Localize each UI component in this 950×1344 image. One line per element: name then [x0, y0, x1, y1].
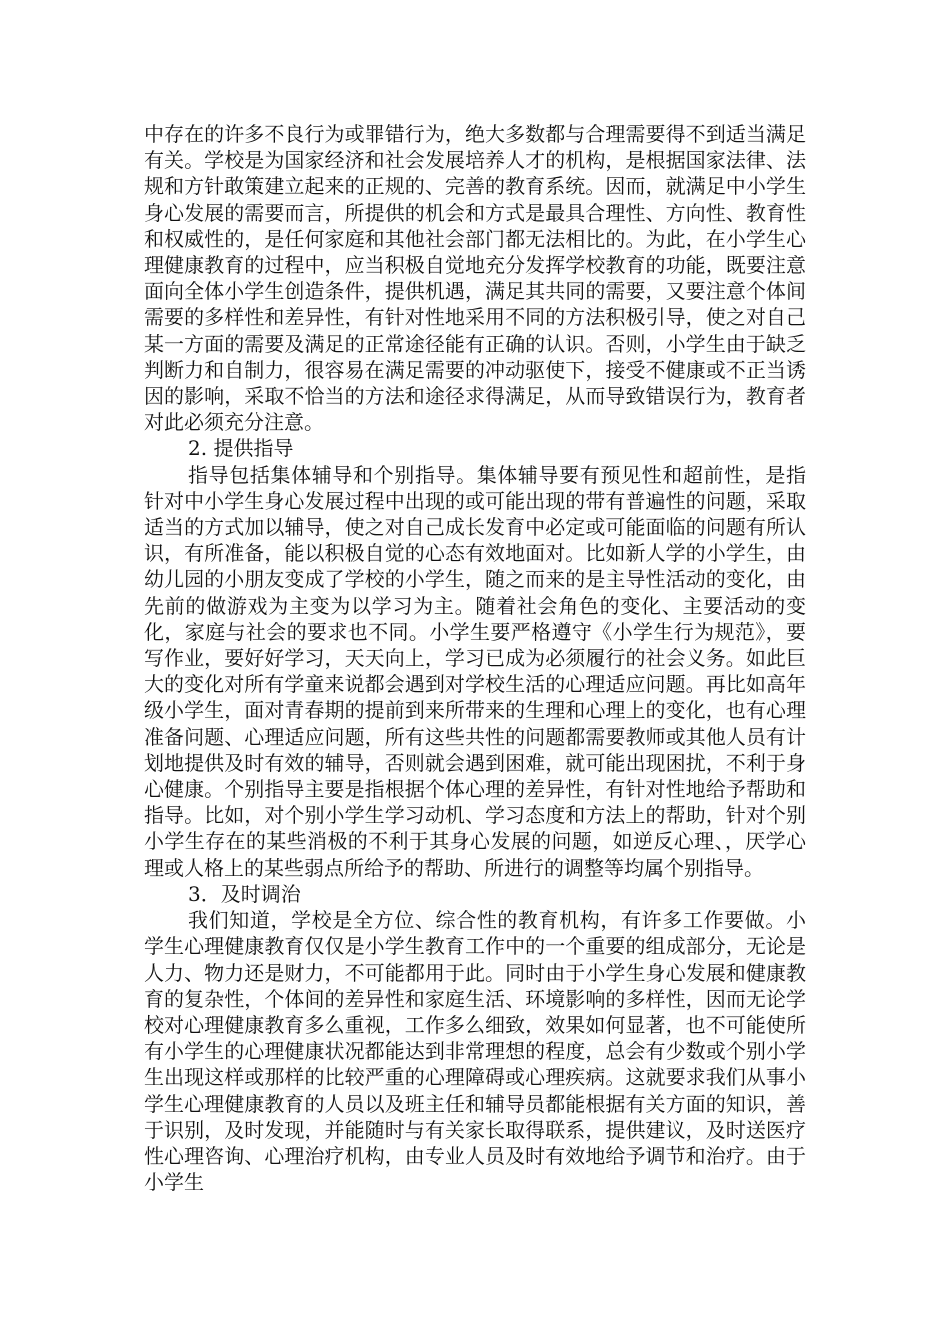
section-heading-timely-treatment: 3．及时调治 [188, 881, 301, 906]
paragraph-timely-treatment: 我们知道，学校是全方位、综合性的教育机构，有许多工作要做。小学生心理健康教育仅仅是小学生教育工作中的一个重要的组成部分，无论是人力、物力还是财力，不可能都用于此。同时由于小学生身心发展和健康教育的复杂性，个体间的差异性和家庭生活、环境影响的多样性，因而无论学校对心理健康教育多么重视，工作多么细致，效果如何显著，也不可能使所有小学生的心理健康状况都能达到非常理想的程度，总会有少数或个别小学生出现这样或那样的比较严重的心理障碍或心理疾病。这就要求我们从事小学生心理健康教育的人员以及班主任和辅导员都能根据有关方面的知识，善于识别，及时发现，并能随时与有关家长取得联系，提供建议，及时送医疗性心理咨询、心理治疗机构，由专业人员及时有效地给予调节和治疗。由于小学生 [144, 908, 806, 1195]
document-page [144, 121, 806, 1195]
section-heading-provide-guidance: 2. 提供指导 [188, 436, 294, 461]
paragraph-guidance: 指导包括集体辅导和个别指导。集体辅导要有预见性和超前性，是指针对中小学生身心发展过程中出现的或可能出现的带有普遍性的问题，采取适当的方式加以辅导，使之对自己成长发育中必定或可能面临的问题有所认识，有所准备，能以积极自觉的心态有效地面对。比如新人学的小学生，由幼儿园的小朋友变成了学校的小学生，随之而来的是主导性活动的变化，由先前的做游戏为主变为以学习为主。随着社会角色的变化、主要活动的变化，家庭与社会的要求也不同。小学生要严格遵守《小学生行为规范》，要写作业，要好好学习，天天向上，学习已成为必须履行的社会义务。如此巨大的变化对所有学童来说都会遇到对学校生活的心理适应问题。再比如高年级小学生，面对青春期的提前到来所带来的生理和心理上的变化，也有心理准备问题、心理适应问题，所有这些共性的问题都需要教师或其他人员有计划地提供及时有效的辅导，否则就会遇到困难，就可能出现困扰，不利于身心健康。个别指导主要是指根据个体心理的差异性，有针对性地给予帮助和指导。比如，对个别小学生学习动机、学习态度和方法上的帮助，针对个别小学生存在的某些消极的不利于其身心发展的问题，如逆反心理、，厌学心理或人格上的某些弱点所给予的帮助、所进行的调整等均属个别指导。 [144, 462, 806, 880]
paragraph-continuation: 中存在的许多不良行为或罪错行为，绝大多数都与合理需要得不到适当满足有关。学校是为国家经济和社会发展培养人才的机构，是根据国家法律、法规和方针敢策建立起来的正规的、完善的教育系统。因而，就满足中小学生身心发展的需要而言，所提供的机会和方式是最具合理性、方向性、教育性和权威性的，是任何家庭和其他社会部门都无法相比的。为此，在小学生心理健康教育的过程中，应当积极自觉地充分发挥学校教育的功能，既要注意面向全体小学生创造条件，提供机遇，满足其共同的需要，又要注意个体间需要的多样性和差异性，有针对性地采用不同的方法积极引导，使之对自己某一方面的需要及满足的正常途径能有正确的认识。否则，小学生由于缺乏判断力和自制力，很容易在满足需要的冲动驱使下，接受不健康或不正当诱因的影响，采取不恰当的方法和途径求得满足，从而导致错误行为，教育者对此必须充分注意。 [144, 122, 806, 435]
